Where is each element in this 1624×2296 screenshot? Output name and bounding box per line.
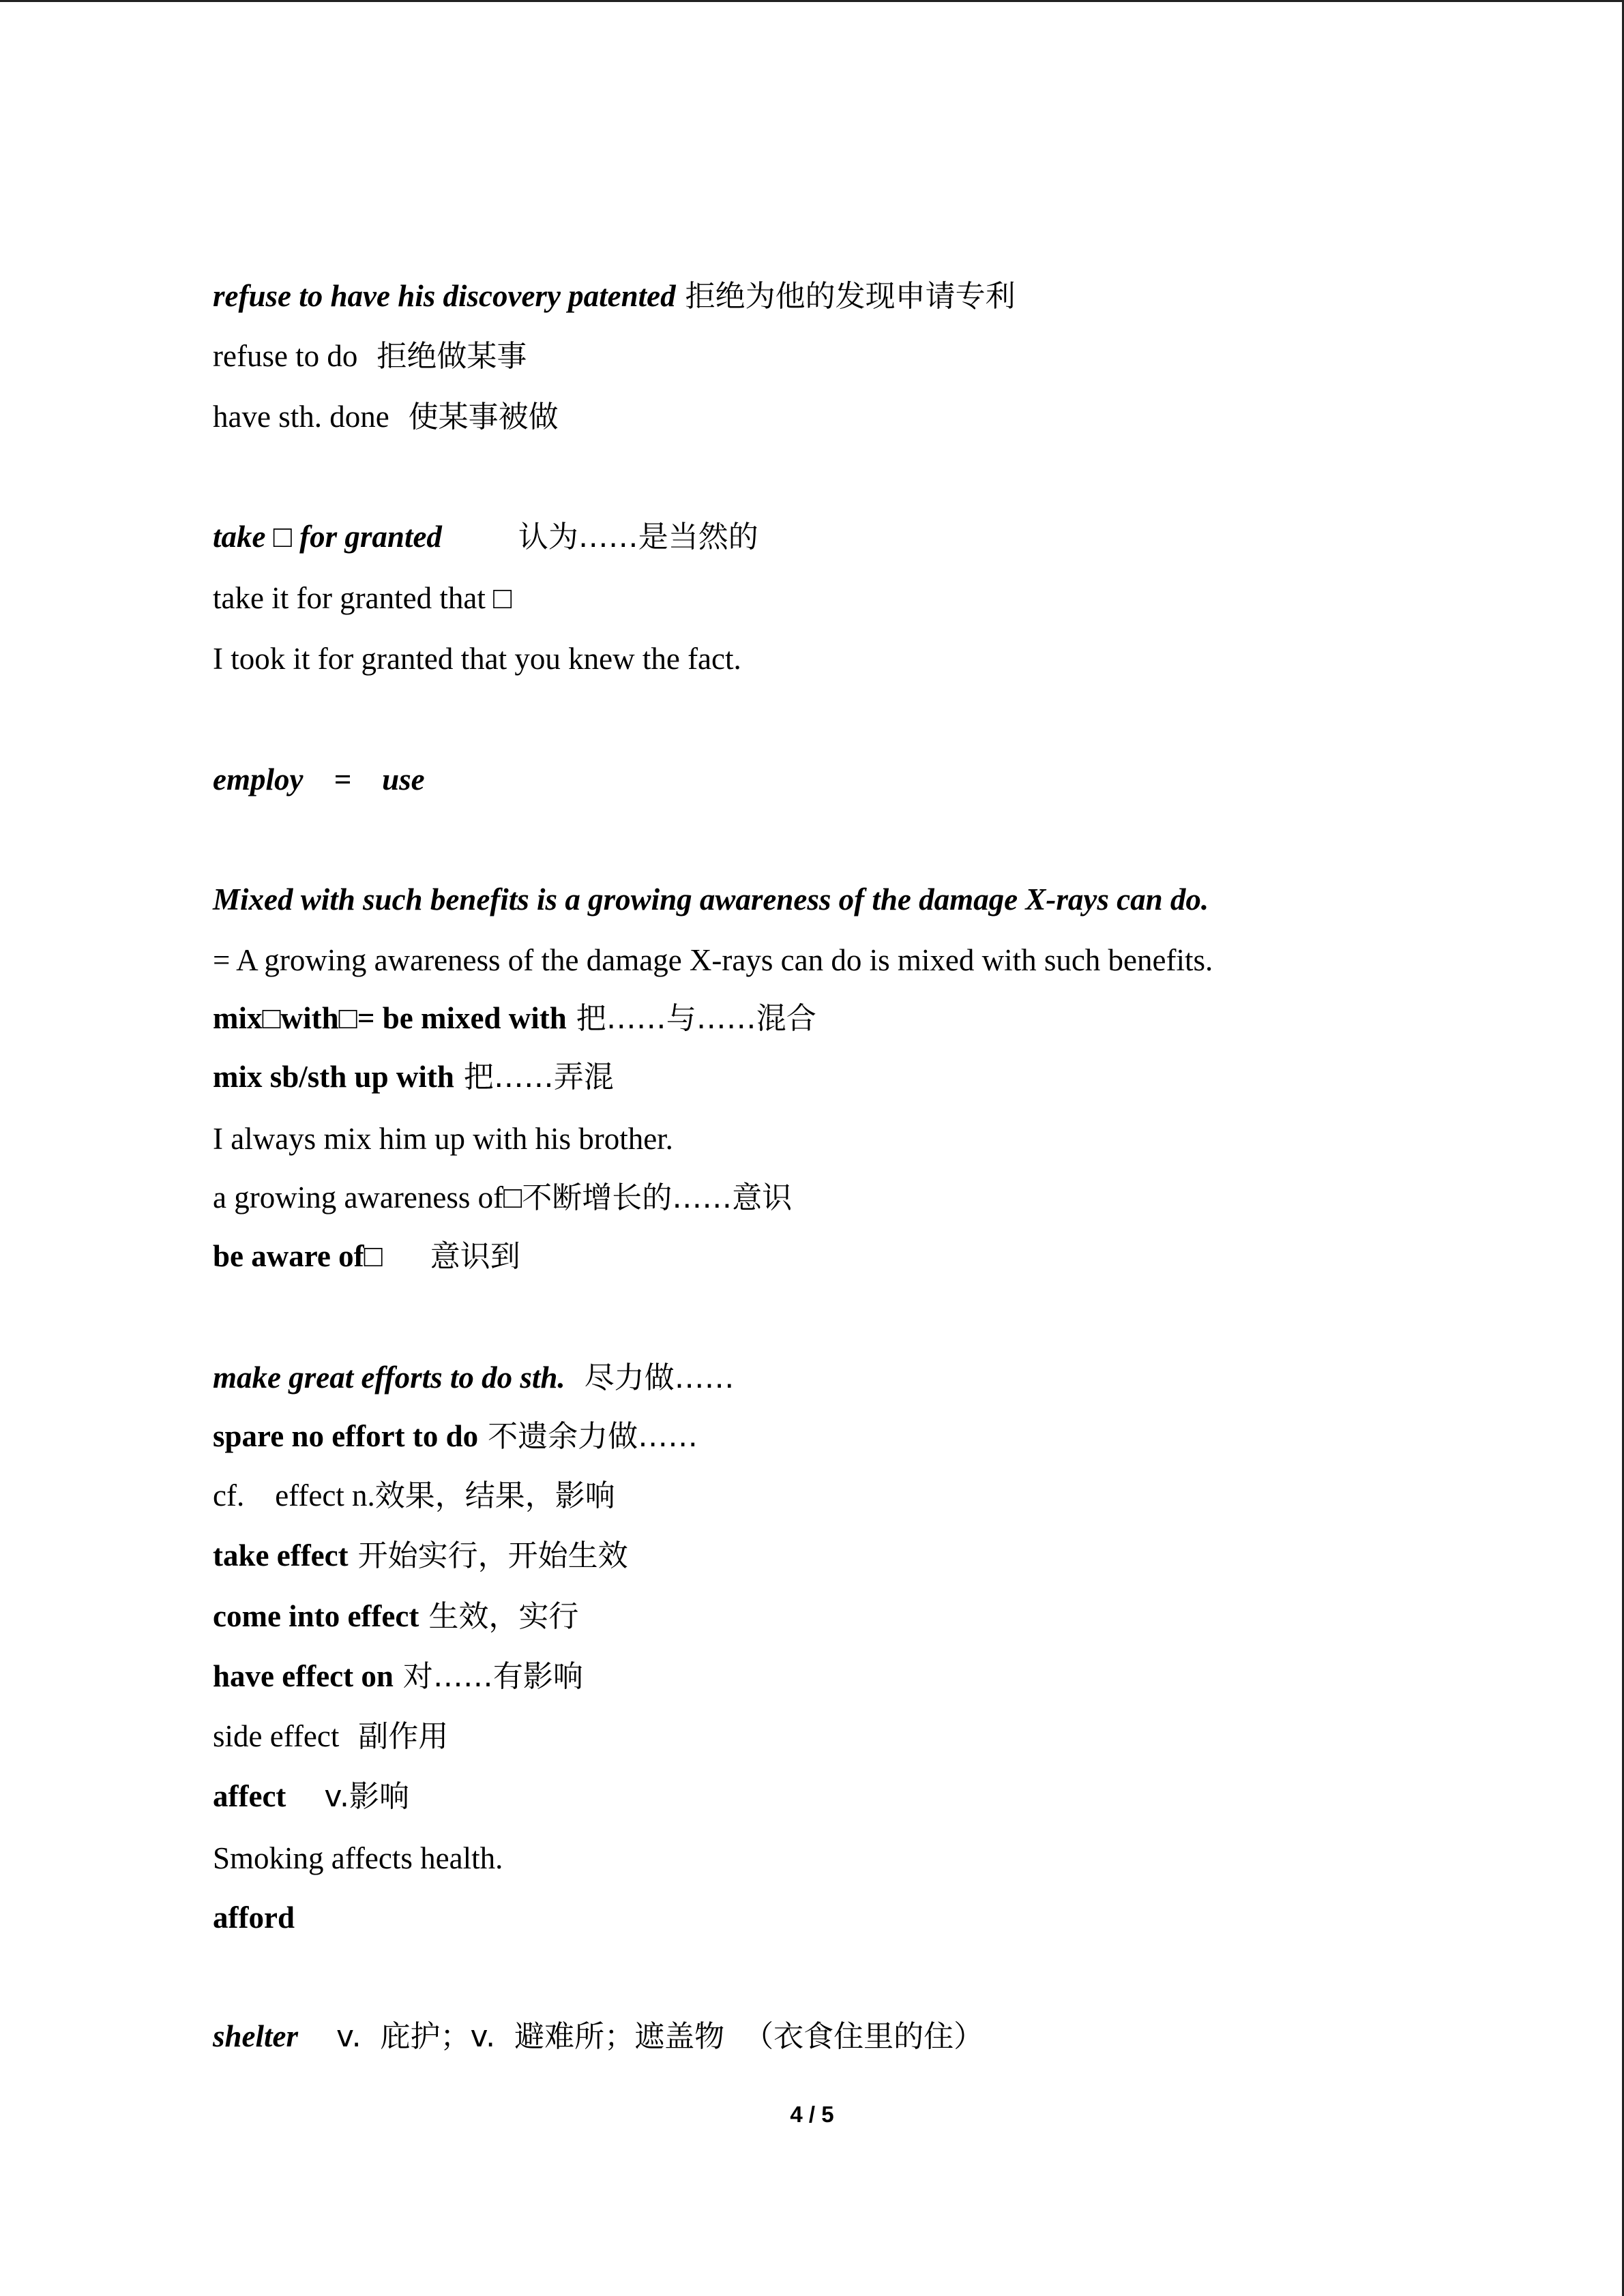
phrase-zh: 对……有影响	[393, 1659, 583, 1694]
phrase-en: shelter	[213, 2019, 299, 2053]
phrase-en: affect	[213, 1779, 286, 1813]
phrase-zh: v.影响	[286, 1779, 409, 1814]
phrase-zh: 尽力做……	[565, 1360, 735, 1395]
sentence-rephrase	[213, 940, 1213, 981]
phrase-zh: 效果，结果，影响	[374, 1478, 615, 1513]
phrase-en: come into effect	[213, 1599, 419, 1633]
phrase-zh: 意识到	[382, 1239, 520, 1274]
phrase-mix-up-with	[213, 1056, 614, 1098]
phrase-zh: 拒绝做某事	[357, 339, 527, 374]
example-sentence	[213, 638, 741, 679]
phrase-side-effect	[213, 1716, 448, 1757]
phrase-en: be aware of□	[213, 1239, 383, 1273]
phrase-growing-awareness	[213, 1177, 792, 1219]
phrase-zh: 把……与……混合	[566, 1001, 816, 1036]
phrase-employ-use	[213, 759, 425, 800]
phrase-zh: 认为……是当然的	[441, 520, 758, 554]
example-sentence	[213, 1838, 503, 1879]
phrase-zh: 开始实行，开始生效	[348, 1538, 628, 1573]
phrase-mix-with	[213, 998, 816, 1039]
phrase-en: have effect on	[213, 1659, 394, 1693]
phrase-zh: 使某事被做	[389, 400, 559, 434]
phrase-refuse-to-do	[213, 336, 527, 377]
phrase-en: mix□with□= be mixed with	[213, 1001, 567, 1035]
phrase-spare-no-effort	[213, 1416, 698, 1457]
phrase-be-aware-of	[213, 1236, 520, 1277]
sentence-mixed-with	[213, 879, 1209, 920]
phrase-en: employ = use	[213, 762, 425, 796]
phrase-en: = A growing awareness of the damage X-rays can do is mixed with such benefits.	[213, 943, 1213, 977]
phrase-en: Smoking affects health.	[213, 1841, 503, 1875]
phrase-take-for-granted	[213, 516, 758, 558]
phrase-make-efforts	[213, 1357, 735, 1399]
phrase-take-effect	[213, 1535, 628, 1577]
phrase-zh: 拒绝为他的发现申请专利	[675, 279, 1016, 314]
phrase-zh: v. 庇护；v. 避难所；遮盖物 （衣食住里的住）	[298, 2019, 984, 2054]
phrase-en: afford	[213, 1900, 295, 1935]
phrase-zh: 不遗余力做……	[478, 1419, 698, 1454]
phrase-en: Mixed with such benefits is a growing awareness of the damage X-rays can do.	[213, 882, 1209, 916]
phrase-zh: 副作用	[339, 1719, 449, 1754]
phrase-shelter	[213, 2016, 984, 2057]
phrase-zh: 把……弄混	[454, 1060, 614, 1094]
phrase-en: mix sb/sth up with	[213, 1060, 454, 1094]
phrase-have-sth-done	[213, 396, 559, 438]
phrase-afford	[213, 1897, 295, 1938]
phrase-take-it-for-granted	[213, 578, 512, 618]
phrase-en: I always mix him up with his brother.	[213, 1122, 673, 1156]
phrase-en: take it for granted that □	[213, 581, 512, 615]
phrase-come-into-effect	[213, 1596, 578, 1637]
phrase-en: refuse to have his discovery patented	[213, 279, 676, 313]
phrase-affect	[213, 1776, 409, 1817]
phrase-refuse-patented	[213, 275, 1016, 317]
phrase-zh: 生效，实行	[419, 1599, 579, 1634]
phrase-en: a growing awareness of□	[213, 1180, 522, 1214]
phrase-en: side effect	[213, 1719, 340, 1753]
page-number: 4 / 5	[790, 2102, 834, 2127]
phrase-zh: 不断增长的……意识	[522, 1180, 793, 1215]
phrase-en: spare no effort to do	[213, 1419, 479, 1453]
phrase-en: I took it for granted that you knew the fact.	[213, 642, 741, 676]
phrase-cf-effect	[213, 1475, 615, 1517]
phrase-have-effect-on	[213, 1656, 583, 1697]
phrase-en: make great efforts to do sth.	[213, 1360, 565, 1395]
phrase-en: have sth. done	[213, 400, 389, 434]
phrase-en: cf. effect n.	[213, 1478, 375, 1512]
phrase-en: refuse to do	[213, 339, 358, 373]
example-sentence	[213, 1118, 673, 1159]
phrase-en: take □ for granted	[213, 520, 442, 554]
phrase-en: take effect	[213, 1538, 349, 1572]
